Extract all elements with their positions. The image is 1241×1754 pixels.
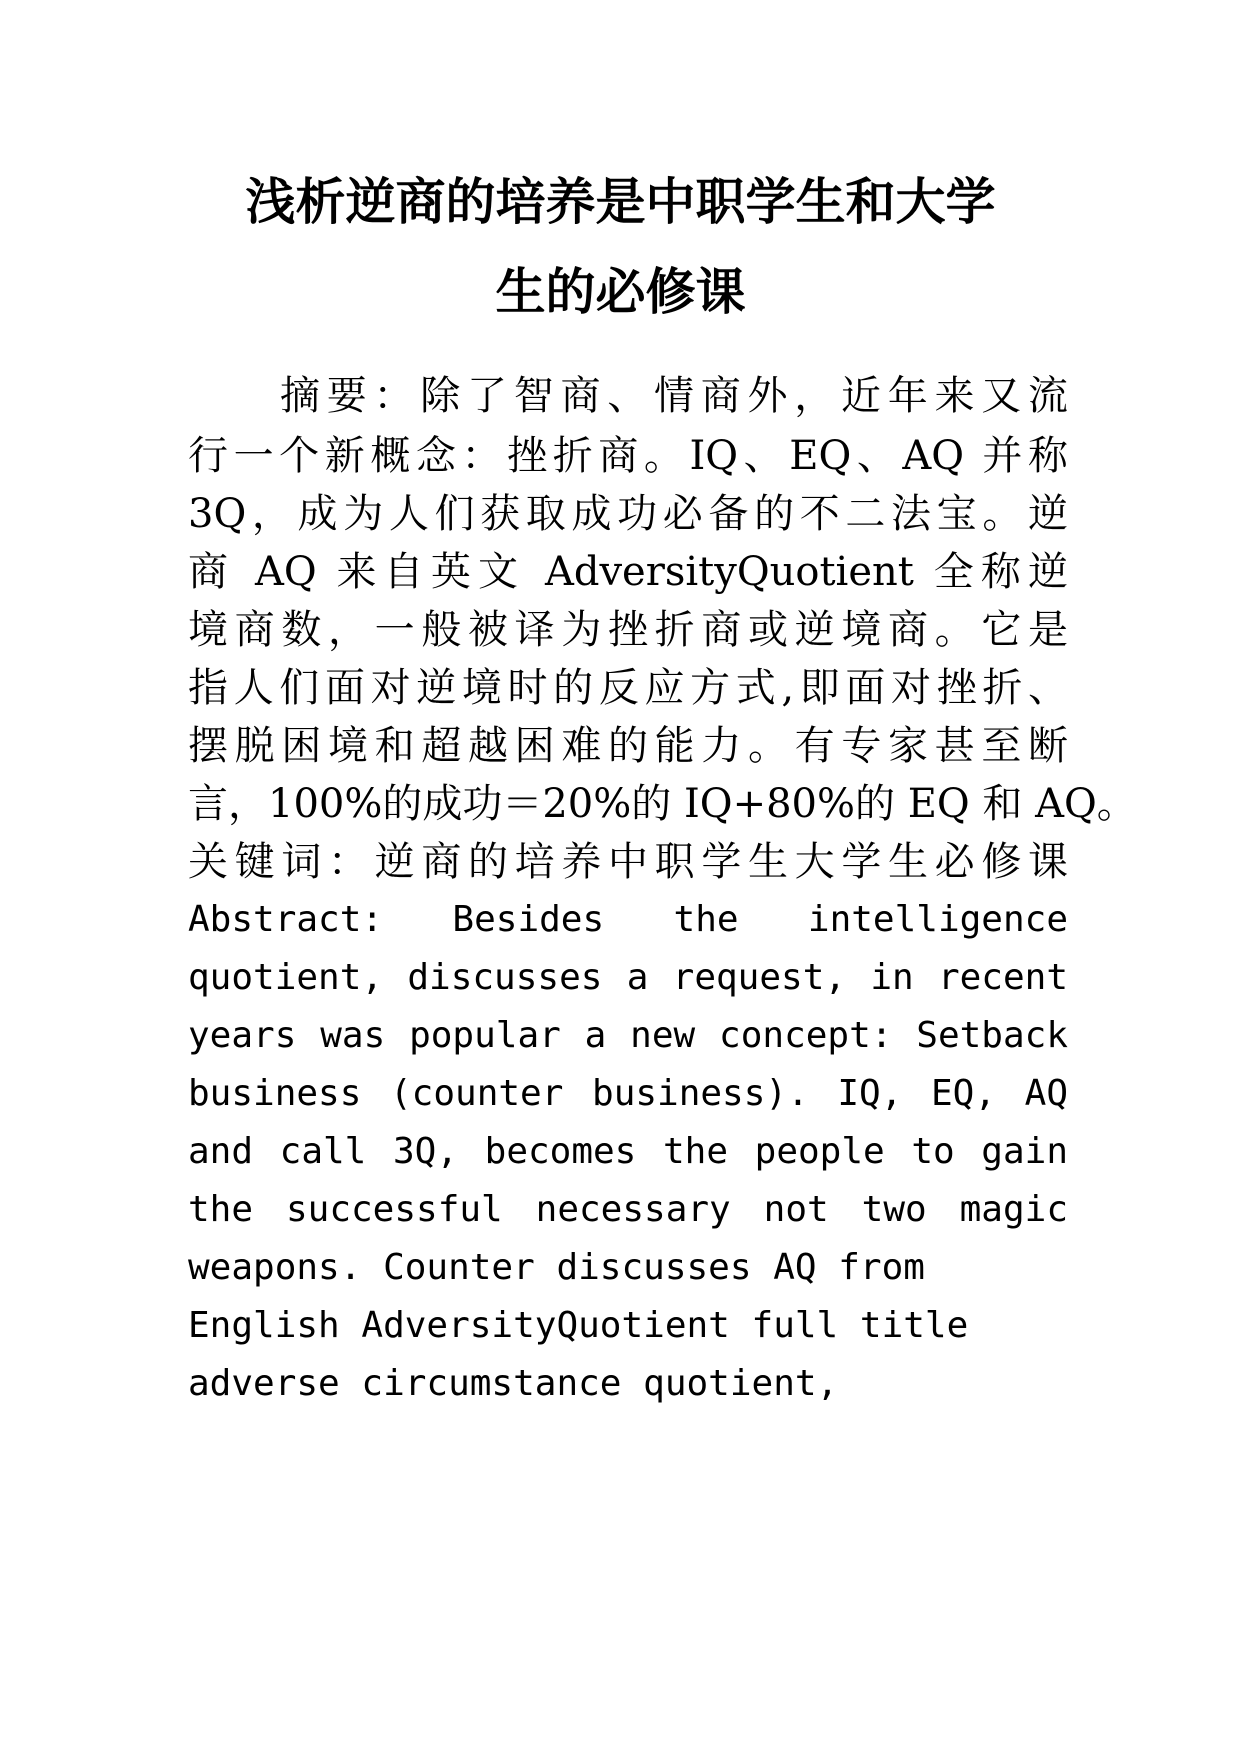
abstract-en-line-1: Abstract: Besides the intelligence xyxy=(188,899,1068,940)
abstract-en-line-7: weapons. Counter discusses AQ from xyxy=(188,1247,925,1288)
abstract-cn-line-1: 摘要：除了智商、情商外，近年来又流 xyxy=(280,373,1068,419)
document-title-line-1: 浅析逆商的培养是中职学生和大学 xyxy=(245,173,996,231)
abstract-en-line-2: quotient, discusses a request, in recent xyxy=(188,957,1068,998)
abstract-cn-line-3: 3Q，成为人们获取成功必备的不二法宝。逆 xyxy=(188,491,1068,537)
abstract-cn-line-8: 言，100%的成功＝20%的 IQ+80%的 EQ 和 AQ。 xyxy=(188,781,1137,827)
keywords-line: 关键词：逆商的培养中职学生大学生必修课 xyxy=(188,839,1068,885)
abstract-en-line-4: business (counter business). IQ, EQ, AQ xyxy=(188,1073,1068,1114)
abstract-en-line-9: adverse circumstance quotient, xyxy=(188,1363,839,1404)
abstract-en-line-6: the successful necessary not two magic xyxy=(188,1189,1068,1230)
abstract-cn-line-2: 行一个新概念：挫折商。IQ、EQ、AQ 并称 xyxy=(188,433,1068,479)
abstract-en-line-5: and call 3Q, becomes the people to gain xyxy=(188,1131,1068,1172)
document-title-line-2: 生的必修课 xyxy=(495,263,746,321)
abstract-cn-line-7: 摆脱困境和超越困难的能力。有专家甚至断 xyxy=(188,723,1068,769)
abstract-cn-line-4: 商 AQ 来自英文 AdversityQuotient 全称逆 xyxy=(188,549,1068,595)
abstract-cn-line-5: 境商数，一般被译为挫折商或逆境商。它是 xyxy=(188,607,1068,653)
abstract-en-line-3: years was popular a new concept: Setback xyxy=(188,1015,1068,1056)
abstract-en-line-8: English AdversityQuotient full title xyxy=(188,1305,969,1346)
abstract-cn-line-6: 指人们面对逆境时的反应方式,即面对挫折、 xyxy=(188,665,1068,711)
